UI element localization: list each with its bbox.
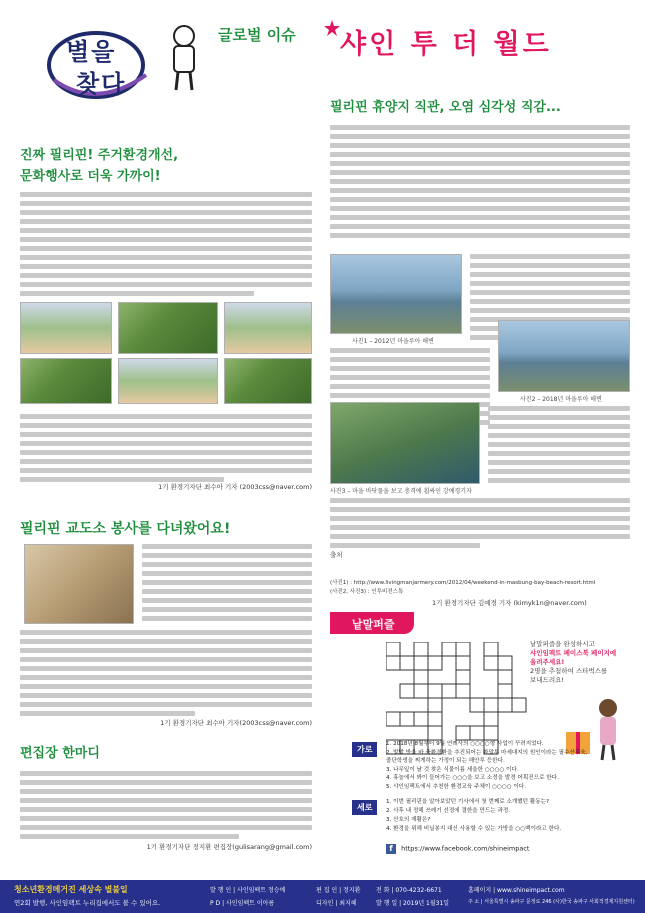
footer-editor: 편 집 인 | 정지환 — [316, 887, 361, 894]
body-text-housing-1 — [20, 192, 312, 296]
body-text-resort-5 — [330, 498, 630, 552]
down-label: 세로 — [352, 800, 377, 815]
headline-editorial: 편집장 한마디 — [20, 746, 100, 761]
footer — [0, 880, 645, 913]
puzzle-title-box — [330, 612, 414, 634]
across-item: 2. 발발 방을 바 축환경환을 추진되어는 환말투 마세대지의 원인이라는 필수산후육, — [386, 749, 588, 756]
byline-housing: 1기 환경기자단 최수아 기자 (2003css@naver.com) — [158, 483, 312, 491]
prize-line-2: 샤인임팩트 페이스북 페이지에 — [530, 649, 617, 657]
prize-line-1: 낱말퍼즐을 완성하시고 — [530, 640, 595, 648]
across-list — [386, 740, 630, 792]
photo-housing-2 — [118, 302, 218, 354]
date-label: 발 행 일 — [376, 900, 398, 907]
editor-label: 편 집 인 — [316, 887, 338, 894]
footer-designer: 디자인 | 최지혜 — [316, 900, 357, 907]
down-list — [386, 798, 630, 834]
designer-label: 디자인 — [316, 900, 334, 907]
photo-housing-1 — [20, 302, 112, 354]
article-resort — [330, 96, 630, 566]
footer-pd: P D | 사인임팩트 이아름 — [210, 900, 275, 907]
star-icon — [324, 20, 340, 36]
logo-line1: 별을 — [66, 38, 117, 66]
footer-homepage: 홈페이지 | www.shineimpact.com — [468, 887, 565, 894]
down-item: 3. 산호의 재활은? — [386, 817, 431, 823]
across-item: 5. 샤인임팩트에서 추천한 환경교육 주체이 ○○○○ 이다. — [386, 783, 526, 790]
publisher-value: 사인임팩트 정승예 — [237, 887, 286, 894]
photo-resort-2012 — [330, 254, 462, 334]
puzzle-title: 낱말퍼즐 — [352, 618, 395, 631]
across-item: 졸단학생을 찌게하는 가정이 되는 해안투 등한다. — [386, 758, 505, 765]
caption-resort-3: 사진3 – 마을 바닷물을 보고 충격에 휩싸인 강예경기자 — [330, 488, 472, 495]
photo-church — [24, 544, 134, 624]
footer-org: 청소년환경메거진 세상속 별불일 — [14, 885, 128, 894]
pd-value: 사인임팩트 이아름 — [226, 900, 275, 907]
body-text-church-2 — [20, 630, 312, 720]
logo-badge — [46, 20, 160, 108]
facebook-link[interactable]: https://www.facebook.com/shineimpact — [401, 844, 530, 853]
puzzle-section — [330, 612, 630, 868]
publisher-label: 발 행 인 — [210, 887, 232, 894]
headline-housing-1: 진짜 필리핀! 주거환경개선, — [20, 148, 179, 163]
across-item: 1. 2018년 8월부터 9월 연례사의 ○○○○형 사업이 꾸려지었다. — [386, 741, 544, 747]
photo-resort-jetty — [330, 402, 480, 484]
down-item: 4. 환경을 위해 비닐봉지 대신 사용할 수 있는 가방을 ○○백이라고 한다. — [386, 826, 562, 832]
photo-housing-6 — [224, 358, 312, 404]
date-value: 2019년 1월31일 — [403, 900, 450, 907]
article-church — [20, 518, 312, 730]
body-text-resort-4 — [488, 406, 630, 487]
source-line-2: (사진2, 사진3) : 인투비전스톡 — [330, 589, 404, 595]
phone-label: 전 화 — [376, 887, 390, 894]
photo-resort-2018 — [498, 320, 630, 392]
logo-line2: 찾다 — [76, 70, 127, 98]
headline-resort: 필리핀 휴양지 직관, 오염 심각성 직감... — [330, 100, 561, 115]
photo-housing-5 — [118, 358, 218, 404]
byline-editorial: 1기 환경기자단 정지환 편집장(gulisarang@gmail.com) — [146, 843, 312, 851]
across-item: 4. 휴놀에서 봐이 들어가는 ○○○을 보고 소정을 발경 어획진으로 한다. — [386, 775, 559, 782]
footer-phone: 전 화 | 070-4232-6671 — [376, 887, 442, 894]
homepage-label: 홈페이지 — [468, 887, 492, 894]
astronaut-icon — [166, 24, 202, 94]
editor-value: 정지환 — [343, 887, 361, 894]
editorial — [20, 742, 312, 862]
down-item: 2. 사후 내 정해 쓰레기 선정에 결한을 만드는 과정. — [386, 808, 511, 814]
across-label: 가로 — [352, 742, 377, 757]
across-item: 3. 나무잎이 날 것 찾은 식물이름 세울한 ○○○○ 이다. — [386, 766, 519, 773]
body-text-housing-2 — [20, 414, 312, 486]
body-text-church-1 — [142, 544, 312, 625]
source-label: 출처 — [330, 551, 343, 559]
prize-line-5: 보내드려요! — [530, 676, 565, 684]
address-label: 주 소 — [468, 899, 480, 905]
byline-resort: 1기 환경기자단 김예경 기자 (kimyk1n@naver.com) — [432, 599, 587, 607]
headline-church: 필리핀 교도소 봉사를 다녀왔어요! — [20, 521, 231, 537]
footer-tagline: 연2회 발행, 사인임팩트 누리집에서도 볼 수 있어요. — [14, 899, 161, 907]
pd-label: P D — [210, 900, 221, 907]
masthead — [0, 0, 645, 98]
footer-publisher: 발 행 인 | 사인임팩트 정승예 — [210, 887, 286, 894]
designer-value: 최지혜 — [339, 900, 357, 907]
photo-housing-4 — [20, 358, 112, 404]
homepage-value[interactable]: www.shineimpact.com — [497, 887, 565, 894]
photo-housing-3 — [224, 302, 312, 354]
prize-line-3: 올려주세요! — [530, 658, 565, 666]
footer-address: 주 소 | 서울특별시 송파구 문정로 246 (사)한국 송파구 사회적경제지원센터) — [468, 899, 635, 905]
body-text-editorial — [20, 771, 312, 839]
article-housing — [20, 144, 312, 491]
caption-resort-2: 사진2 – 2018년 마을루아 해변 — [520, 396, 602, 403]
prize-line-4: 2명을 추첨하여 스타벅스를 — [530, 667, 608, 675]
address-value: 서울특별시 송파구 문정로 246 (사)한국 송파구 사회적경제지원센터) — [484, 899, 635, 905]
phone-value: 070-4232-6671 — [395, 887, 442, 894]
masthead-title: 샤인 투 더 월드 — [340, 29, 552, 60]
body-text-resort-1 — [330, 125, 630, 238]
source-line-1: (사진1) : http://www.livingmanjarmery.com/2012/04/weekend-in-masbung-bay-beach-resort.html — [330, 580, 596, 586]
caption-resort-1: 사진1 – 2012년 마을루아 해변 — [352, 338, 434, 345]
headline-housing-2: 문화행사로 더욱 가까이! — [20, 169, 161, 184]
footer-date: 발 행 일 | 2019년 1월31일 — [376, 900, 450, 907]
facebook-row[interactable] — [386, 838, 530, 853]
down-item: 1. 이번 필리핀을 알아보았던 기사에서 첫 번째로 소개했던 활동는? — [386, 799, 550, 805]
byline-church: 1기 환경기자단 최수아 기자(2003css@naver.com) — [160, 719, 312, 727]
facebook-icon: f — [386, 844, 396, 854]
section-label: 글로벌 이슈 — [218, 26, 296, 44]
